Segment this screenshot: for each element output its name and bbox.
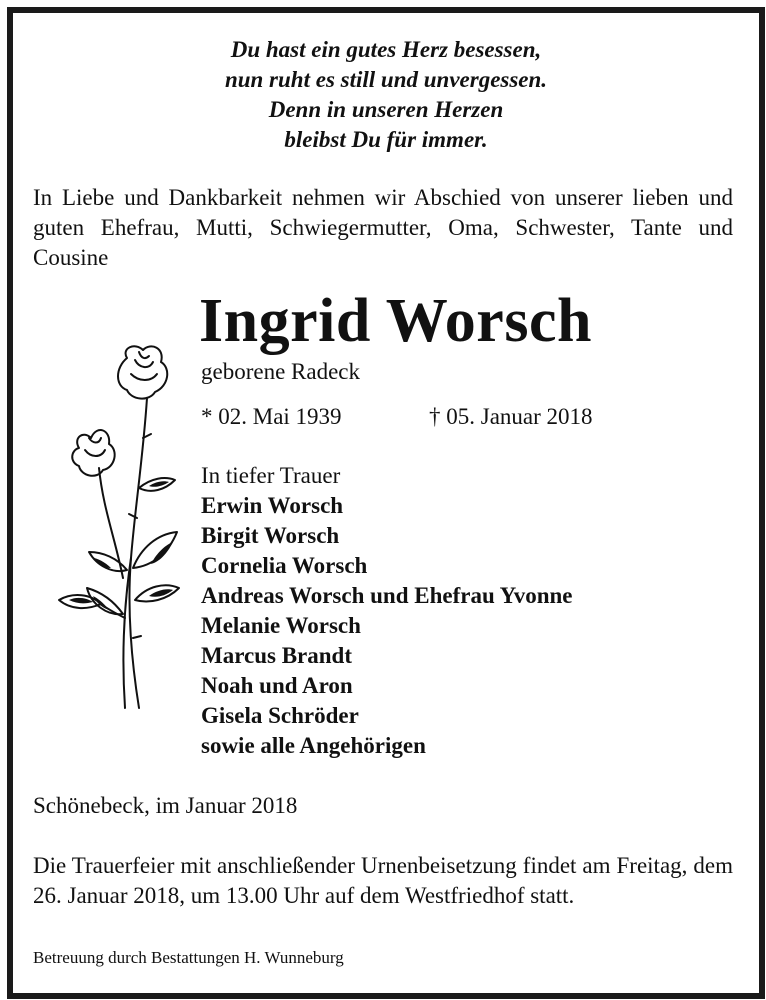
mourner-name: Andreas Worsch und Ehefrau Yvonne [201, 583, 573, 608]
mourner-name: Noah und Aron [201, 673, 353, 698]
mourners-list [201, 461, 573, 761]
rose-illustration-icon [39, 338, 189, 718]
undertaker-credit: Betreuung durch Bestattungen H. Wunneburg [33, 948, 344, 967]
deceased-name: Ingrid Worsch [199, 287, 592, 355]
poem-line: nun ruht es still und unvergessen. [224, 67, 548, 92]
mourner-name: sowie alle Angehörigen [201, 733, 426, 758]
birth-date: * 02. Mai 1939 [201, 404, 342, 429]
place-date: Schönebeck, im Januar 2018 [33, 793, 298, 818]
death-date: † 05. Januar 2018 [429, 404, 593, 429]
mourner-name: Birgit Worsch [201, 523, 340, 548]
poem-line: Denn in unseren Herzen [268, 97, 504, 122]
intro-text: In Liebe und Dankbarkeit nehmen wir Abschied von unserer lieben und guten Ehefrau, Mutti, Schwiegermutter, Oma, Schwester, Tante und Cousine [33, 185, 733, 270]
birth-name: geborene Radeck [201, 359, 361, 384]
obituary-notice [7, 7, 765, 999]
ceremony-info: Die Trauerfeier mit anschließender Urnenbeisetzung findet am Freitag, dem 26. Januar 2018, um 13.00 Uhr auf dem Westfriedhof statt. [33, 853, 733, 908]
mourners-heading: In tiefer Trauer [201, 463, 341, 488]
mourner-name: Cornelia Worsch [201, 553, 368, 578]
mourner-name: Erwin Worsch [201, 493, 344, 518]
mourner-name: Marcus Brandt [201, 643, 352, 668]
mourner-name: Gisela Schröder [201, 703, 359, 728]
poem-line: Du hast ein gutes Herz besessen, [230, 37, 542, 62]
mourner-name: Melanie Worsch [201, 613, 361, 638]
memorial-poem [13, 35, 759, 155]
poem-line: bleibst Du für immer. [284, 127, 488, 152]
